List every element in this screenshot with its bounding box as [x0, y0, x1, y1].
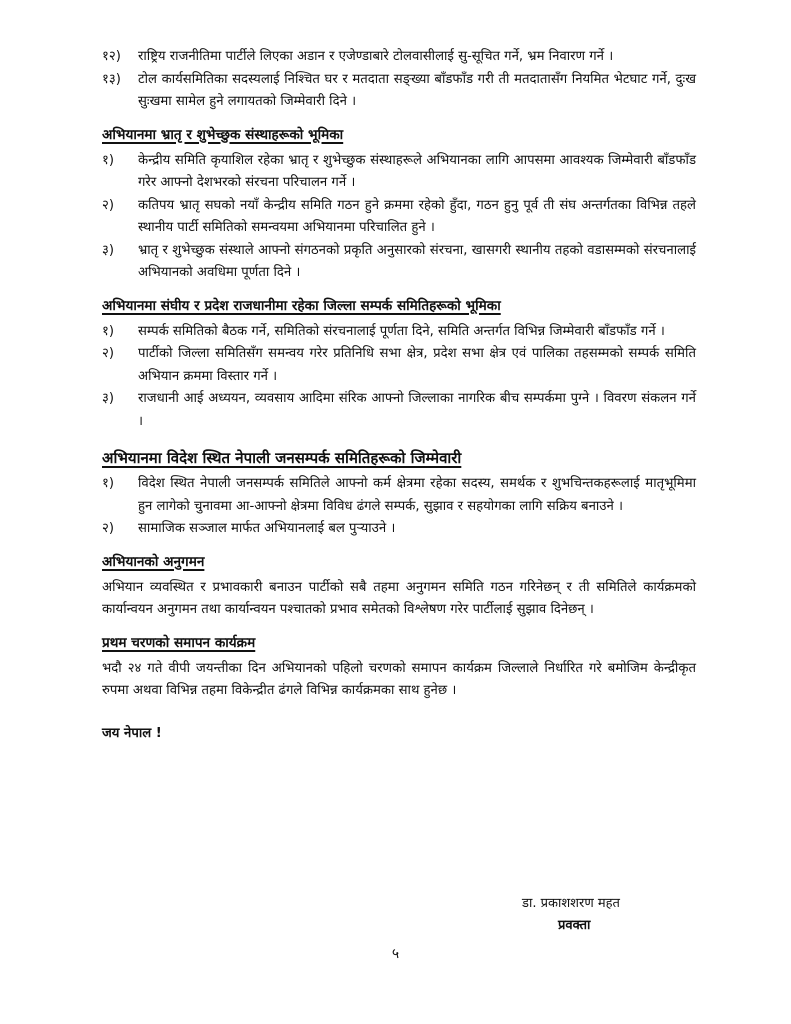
item-number: २) [102, 346, 115, 361]
item-text: राजधानी आई अध्ययन, व्यवसाय आदिमा संरिक आफ्नो जिल्लाका नागरिक बीच सम्पर्कमा पुग्ने । विवरण संकलन गर्ने । [138, 391, 696, 429]
signature-block [522, 893, 620, 937]
closing-program-paragraph: भदौ २४ गते वीपी जयन्तीका दिन अभियानको पहिलो चरणको समापन कार्यक्रम जिल्लाले निर्धारित गरे बमोजिम केन्द्रीकृत रुपमा अथवा विभिन्न तहमा विकेन्द्रीत ढंगले विभिन्न कार्यक्रमका साथ हुनेछ । [102, 660, 696, 698]
item-number: १) [102, 476, 115, 491]
document-body [102, 46, 696, 751]
item-number: १) [102, 152, 115, 168]
list-item [102, 343, 696, 388]
item-number: ३) [102, 242, 115, 258]
section-heading-fraternal-orgs: अभियानमा भ्रातृ र शुभेच्छुक संस्थाहरूको भूमिका [102, 126, 344, 143]
signatory-name: डा. प्रकाशशरण महत [522, 896, 620, 911]
section-heading-closing-program: प्रथम चरणको समापन कार्यक्रम [102, 634, 256, 651]
list-item [102, 46, 696, 69]
list-item [102, 518, 696, 541]
section-heading-abroad-committees: अभियानमा विदेश स्थित नेपाली जनसम्पर्क समितिहरूको जिम्मेवारी [102, 449, 462, 467]
list-item [102, 388, 696, 433]
item-text: केन्द्रीय समिति कृयाशिल रहेका भ्रातृ र शुभेच्छुक संस्थाहरूले अभियानका लागि आपसमा आवश्यक जिम्मेवारी बाँडफाँड गरेर आफ्नो देशभरको संरचना परिचालन गर्ने । [138, 152, 696, 190]
list-item [102, 321, 696, 344]
item-number: १) [102, 323, 115, 339]
list-item [102, 195, 696, 240]
signatory-title: प्रवक्ता [558, 918, 591, 933]
item-text: पार्टीको जिल्ला समितिसँग समन्वय गरेर प्रतिनिधि सभा क्षेत्र, प्रदेश सभा क्षेत्र एवं पालिका तहसम्मको सम्पर्क समिति अभियान क्रममा विस्तार गर्ने । [138, 346, 696, 384]
item-text: कतिपय भ्रातृ सघको नयाँ केन्द्रीय समिति गठन हुने क्रममा रहेको हुँदा, गठन हुनु पूर्व ती संघ अन्तर्गतका विभिन्न तहले स्थानीय पार्टी समितिको समन्वयमा अभियानमा परिचालित हुने । [138, 197, 696, 235]
section-heading-contact-committees: अभियानमा संघीय र प्रदेश राजधानीमा रहेका जिल्ला सम्पर्क समितिहरूको भूमिका [102, 297, 501, 314]
section-heading-monitoring: अभियानको अनुगमन [102, 553, 205, 570]
item-text: विदेश स्थित नेपाली जनसम्पर्क समितिले आफ्नो कर्म क्षेत्रमा रहेका सदस्य, समर्थक र शुभचिन्तकहरूलाई मातृभूमिमा हुन लागेको चुनावमा आ-आफ्नो क्षेत्रमा विविध ढंगले सम्पर्क, सुझाव र सहयोगका लागि सक्रिय बनाउने । [138, 476, 696, 514]
item-text: भ्रातृ र शुभेच्छुक संस्थाले आफ्नो संगठनको प्रकृति अनुसारको संरचना, खासगरी स्थानीय तहको वडासम्मको संरचनालाई अभियानको अवधिमा पूर्णता दिने । [138, 242, 696, 280]
item-text: सामाजिक सञ्जाल मार्फत अभियानलाई बल पुर्‍याउने । [138, 521, 396, 536]
monitoring-paragraph: अभियान व्यवस्थित र प्रभावकारी बनाउन पार्टीको सबै तहमा अनुगमन समिति गठन गरिनेछन् र ती समितिले कार्यक्रमको कार्यान्वयन अनुगमन तथा कार्यान्वयन पश्चातको प्रभाव समेतको विश्लेषण गरेर पार्टीलाई सुझाव दिनेछन् । [102, 579, 696, 617]
closing-salutation: जय नेपाल ! [102, 725, 162, 741]
list-item [102, 150, 696, 195]
page-number: ५ [391, 946, 400, 962]
list-item [102, 473, 696, 518]
item-text: सम्पर्क समितिको बैठक गर्ने, समितिको संरचनालाई पूर्णता दिने, समिति अन्तर्गत विभिन्न जिम्मेवारी बाँडफाँड गर्ने । [138, 323, 665, 339]
item-number: २) [102, 197, 115, 213]
item-text: राष्ट्रिय राजनीतिमा पार्टीले लिएका अडान र एजेण्डाबारे टोलवासीलाई सु-सूचित गर्ने, भ्रम निवारण गर्ने । [138, 49, 614, 64]
item-number: २) [102, 521, 115, 536]
item-number: १३) [102, 71, 121, 87]
item-number: १२) [102, 49, 121, 64]
item-number: ३) [102, 391, 115, 406]
list-item [102, 69, 696, 114]
list-item [102, 240, 696, 285]
item-text: टोल कार्यसमितिका सदस्यलाई निश्चित घर र मतदाता सङ्ख्या बाँडफाँड गरी ती मतदातासँग नियमित भेटघाट गर्ने, दुःख सुःखमा सामेल हुने लगायतको जिम्मेवारी दिने । [138, 71, 696, 109]
